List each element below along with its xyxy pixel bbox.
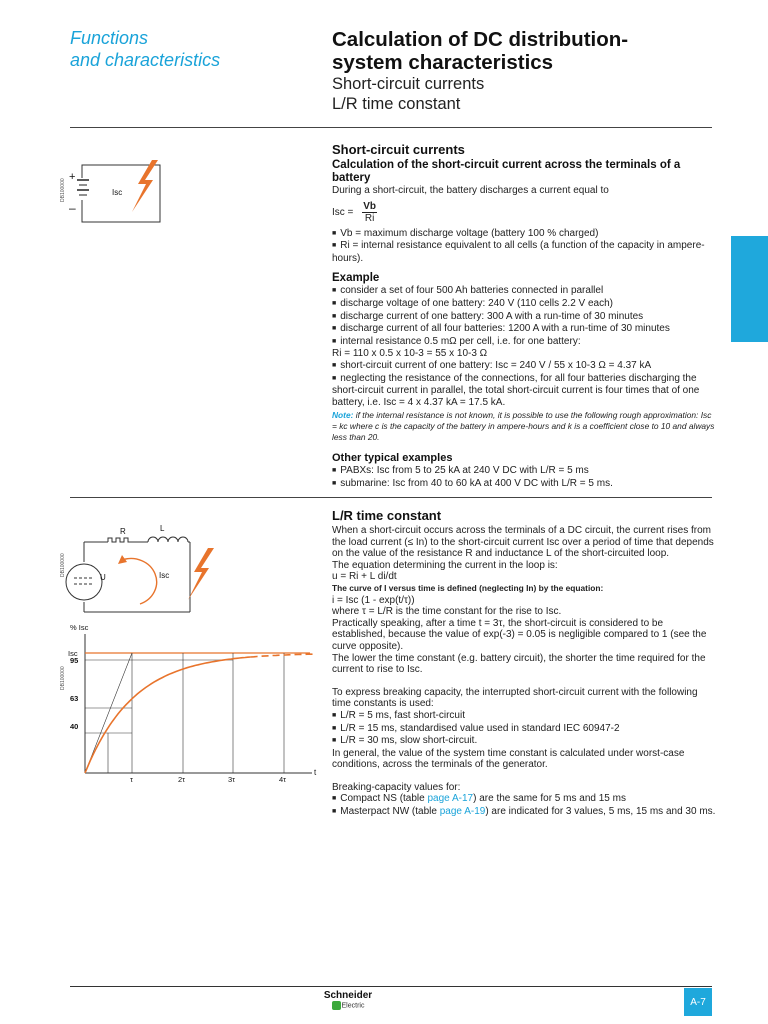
- formula-lhs: Isc =: [332, 206, 354, 218]
- rise-curve-path: [85, 657, 251, 773]
- other-examples-heading: Other typical examples: [332, 452, 453, 465]
- list-item: ■ Vb = maximum discharge voltage (battery 100 % charged): [332, 228, 716, 241]
- list-item: ■ neglecting the resistance of the connections, for all four batteries discharging the short-circuit current in parallel, the total short-circuit current is four times that of one battery, i.e. Isc = 4 x 4.37 kA = 17.5 kA.: [332, 373, 716, 409]
- label-isc: Isc: [159, 571, 170, 580]
- formula-denominator: Ri: [364, 212, 375, 224]
- page-header: [332, 28, 732, 114]
- x-axis-title: t: [314, 768, 317, 777]
- fig1-label: Isc: [112, 188, 123, 197]
- label-u: U: [100, 573, 106, 582]
- y-label-isc: Isc: [68, 649, 78, 658]
- paragraph: Practically speaking, after a time t = 3τ, the short-circuit is considered to be established, because the value of exp(-3) = 0.05 is negligible compared to 1 (see the curve opposite).: [332, 617, 707, 652]
- label-r: R: [120, 527, 126, 536]
- section-heading: L/R time constant: [332, 508, 442, 523]
- x-tick-4tau: 4τ: [279, 775, 287, 784]
- equation: u = Ri + L di/dt: [332, 571, 397, 583]
- minus-sign: –: [69, 201, 76, 215]
- rise-curve-chart: [60, 620, 330, 790]
- brand-sub: [318, 1001, 378, 1010]
- paragraph: In general, the value of the system time constant is calculated under worst-case conditions, across the terminals of the generator.: [332, 747, 685, 771]
- curve-equation-intro: The curve of I versus time is defined (neglecting In) by the equation:: [332, 582, 604, 593]
- brand-logo: [318, 990, 378, 1010]
- note-label: Note:: [332, 410, 354, 421]
- paragraph: The equation determining the current in the loop is:: [332, 559, 558, 571]
- side-tab: [731, 236, 768, 342]
- formula-numerator: Vb: [363, 200, 376, 212]
- paragraph: Breaking-capacity values for:: [332, 781, 461, 793]
- page-a19-link[interactable]: page A-19: [439, 806, 486, 818]
- list-item: ■ PABXs: Isc from 5 to 25 kA at 240 V DC with L/R = 5 ms: [332, 465, 716, 478]
- page-title-line2: system characteristics: [332, 51, 554, 74]
- x-tick-3tau: 3τ: [228, 775, 236, 784]
- list-item: ■ internal resistance 0.5 mΩ per cell, i.e. for one battery:: [332, 336, 716, 349]
- current-loop-arrow: [122, 559, 157, 604]
- x-tick-tau: τ: [130, 775, 133, 784]
- list-item: [332, 793, 716, 806]
- intro-text: During a short-circuit, the battery discharges a current equal to: [332, 185, 609, 196]
- section-lr-time-constant: [332, 508, 716, 819]
- leaf-icon: [332, 1001, 341, 1010]
- section-label: [70, 27, 220, 71]
- fig3-code: DB100000: [60, 666, 66, 690]
- page-subtitle-line2: L/R time constant: [332, 95, 461, 113]
- example-heading: Example: [332, 272, 380, 285]
- note-text: if the internal resistance is not known, it is possible to use the following rough approximation: Isc = kc where c is the capacity of the battery in ampere-hours and k is a coefficient close to 10 and always less than 20.: [332, 410, 715, 443]
- brand-sub-text: Electric: [341, 1002, 365, 1010]
- list-item: ■ L/R = 5 ms, fast short-circuit: [332, 710, 716, 723]
- note: [332, 410, 716, 443]
- section-heading: Short-circuit currents: [332, 142, 465, 157]
- section-label-line1: Functions: [70, 28, 149, 48]
- source-symbol: [66, 564, 102, 600]
- section-short-circuit: [332, 142, 716, 491]
- resistor-symbol: [108, 538, 132, 542]
- ri-line: Ri = 110 x 0.5 x 10-3 = 55 x 10-3 Ω: [332, 348, 488, 360]
- header-divider: [70, 127, 712, 128]
- formula-fraction: [362, 201, 377, 224]
- section-divider: [70, 497, 712, 498]
- list-item: ■ discharge voltage of one battery: 240 V (110 cells 2.2 V each): [332, 298, 716, 311]
- x-tick-2tau: 2τ: [178, 775, 186, 784]
- paragraph: When a short-circuit occurs across the terminals of a DC circuit, the current rises from the load current (≤ In) to the short-circuit current Isc over a period of time that depends on the value of the resistance R and inductance L of the short-circuited loop.: [332, 525, 714, 560]
- isc-formula: [332, 201, 716, 224]
- battery-circuit-figure: [60, 150, 180, 230]
- bc2-post: ) are indicated for 3 values, 5 ms, 15 ms and 30 ms.: [485, 806, 716, 818]
- y-tick-63: 63: [70, 694, 79, 703]
- brand-name: Schneider: [323, 990, 373, 1001]
- rl-circuit-figure: [60, 522, 220, 622]
- page-a17-link[interactable]: page A-17: [427, 793, 474, 805]
- list-item: ■ discharge current of all four batteries: 1200 A with a run-time of 30 minutes: [332, 323, 716, 336]
- paragraph: where τ = L/R is the time constant for the rise to Isc.: [332, 606, 562, 618]
- paragraph: The lower the time constant (e.g. battery circuit), the shorter the time required for the current to rise to Isc.: [332, 652, 706, 676]
- y-tick-95: 95: [70, 656, 79, 665]
- page-title-line1: Calculation of DC distribution-: [332, 28, 629, 51]
- y-axis-title: % Isc: [70, 623, 89, 632]
- rise-curve-asymptote: [251, 654, 314, 657]
- section-subheading: Calculation of the short-circuit current across the terminals of a battery: [332, 159, 681, 184]
- section-label-line2: and characteristics: [70, 50, 221, 70]
- list-item: [332, 806, 716, 819]
- list-item: ■ L/R = 30 ms, slow short-circuit.: [332, 735, 716, 748]
- label-l: L: [160, 524, 165, 533]
- page-subtitle-line1: Short-circuit currents: [332, 75, 485, 93]
- plus-sign: +: [69, 171, 76, 183]
- list-item: ■ short-circuit current of one battery: Isc = 240 V / 55 x 10-3 Ω = 4.37 kA: [332, 360, 716, 373]
- bc1-post: ) are the same for 5 ms and 15 ms: [473, 793, 626, 805]
- bc2-pre: Masterpact NW (table: [340, 806, 440, 818]
- list-item: ■ submarine: Isc from 40 to 60 kA at 400 V DC with L/R = 5 ms.: [332, 478, 716, 491]
- bc1-pre: Compact NS (table: [340, 793, 428, 805]
- lightning-icon: [188, 548, 214, 600]
- y-tick-40: 40: [70, 722, 79, 731]
- inductor-symbol: [148, 537, 188, 542]
- list-item: ■ L/R = 15 ms, standardised value used in standard IEC 60947-2: [332, 723, 716, 736]
- paragraph: To express breaking capacity, the interrupted short-circuit current with the following time constants is used:: [332, 686, 698, 710]
- list-item: ■ discharge current of one battery: 300 A with a run-time of 30 minutes: [332, 311, 716, 324]
- list-item: ■ Ri = internal resistance equivalent to all cells (a function of the capacity in ampere-hours).: [332, 240, 716, 264]
- lightning-icon: [132, 160, 158, 212]
- fig1-code: DB100000: [60, 178, 66, 202]
- page-number: A-7: [684, 988, 712, 1016]
- footer-divider: [70, 986, 712, 987]
- equation: i = Isc (1 - exp(t/τ)): [332, 594, 415, 606]
- list-item: ■ consider a set of four 500 Ah batteries connected in parallel: [332, 285, 716, 298]
- fig2-code: DB100000: [60, 553, 66, 577]
